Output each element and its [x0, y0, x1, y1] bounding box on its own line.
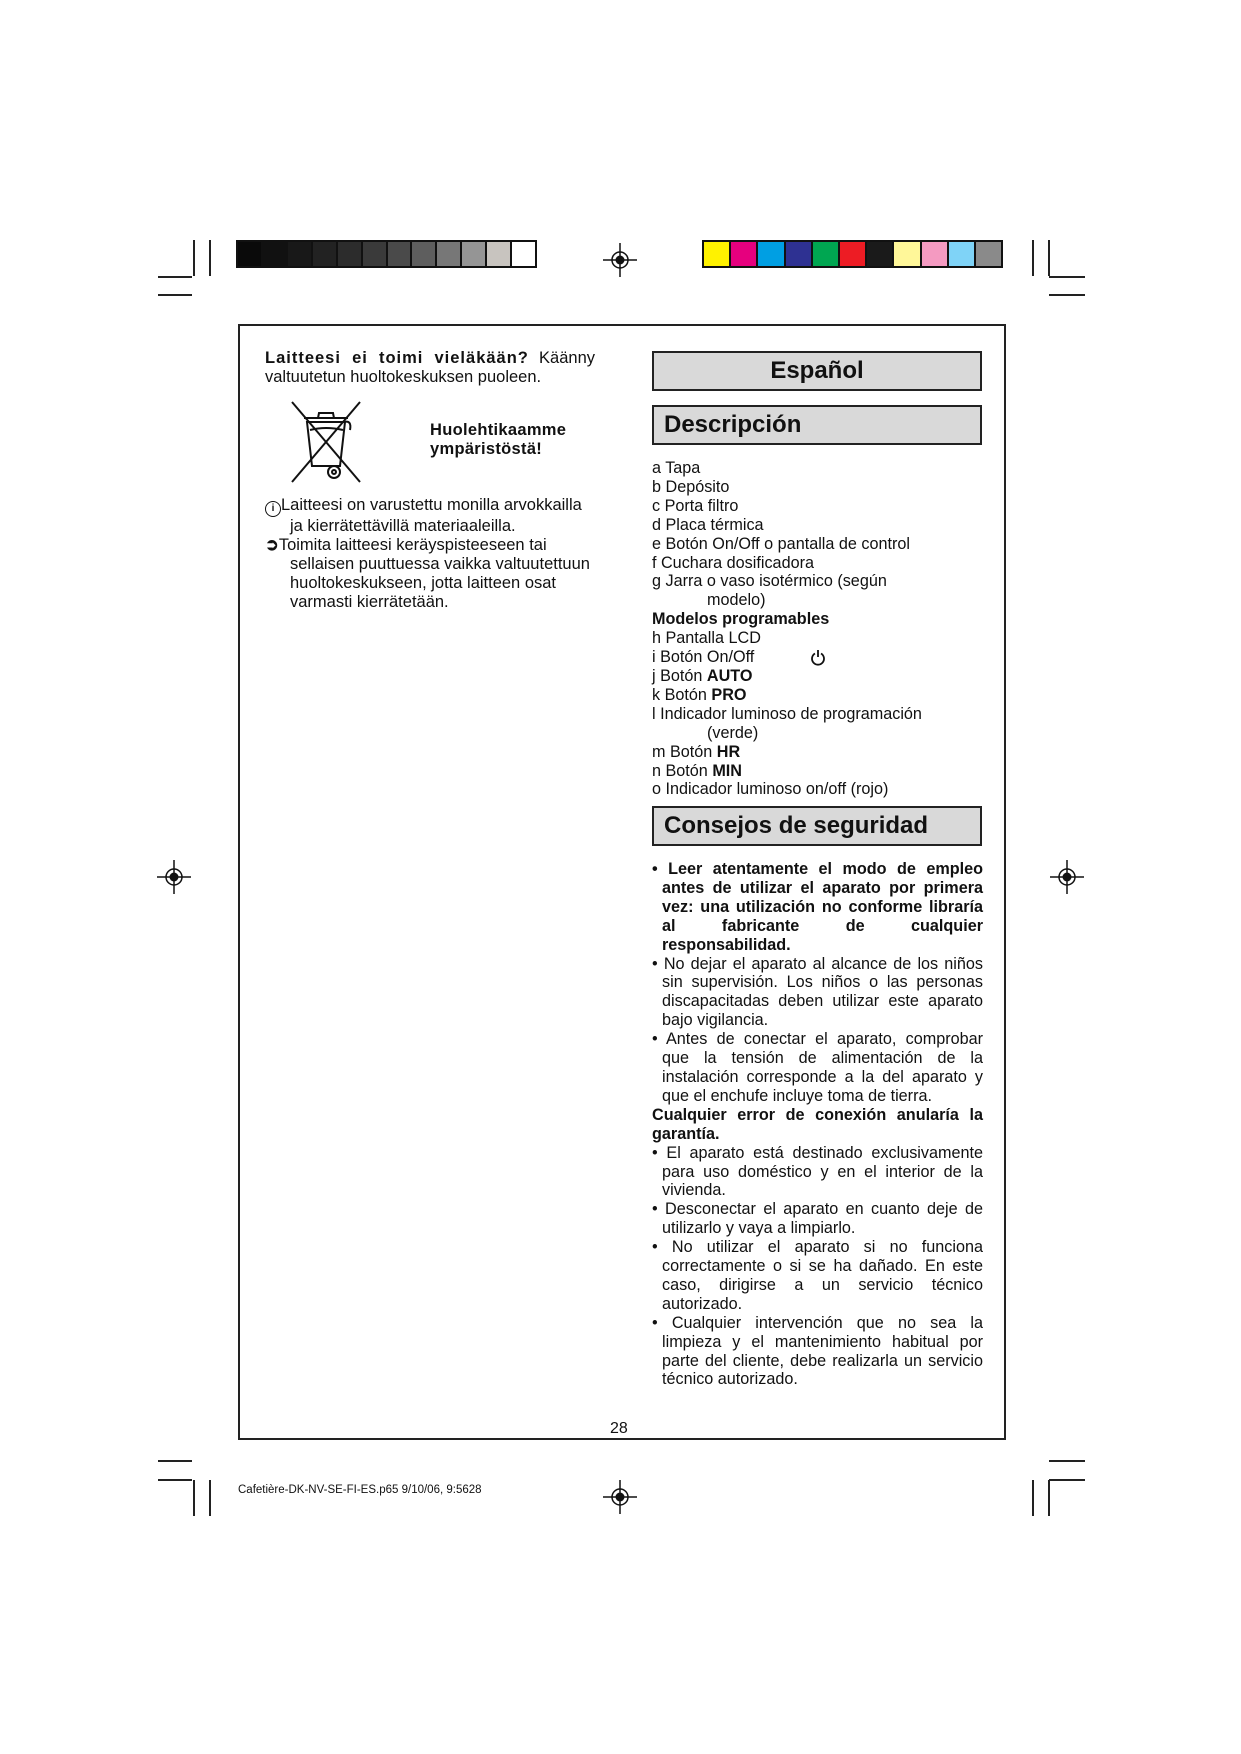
calibration-swatch [867, 242, 894, 266]
button-name: PRO [711, 685, 747, 704]
parts-item [652, 743, 987, 762]
registration-mark-icon [157, 860, 191, 894]
button-name: AUTO [706, 666, 753, 685]
safety-item: • Cualquier intervención que no sea la limpieza y el mantenimiento habitual por parte del cliente, debe realizarla un servicio técnico autorizado. [652, 1313, 983, 1389]
finnish-intro-bold: Laitteesi ei toimi vieläkään? [265, 349, 529, 367]
calibration-swatch [363, 242, 388, 266]
calibration-swatch [238, 242, 263, 266]
calibration-swatch [462, 242, 487, 266]
registration-mark-icon [603, 243, 637, 277]
crop-mark [158, 276, 192, 278]
calibration-swatch [758, 242, 785, 266]
finnish-intro-text: Käänny valtuutetun huoltokeskuksen puoleen. [265, 349, 595, 386]
parts-item: (verde) [707, 723, 759, 742]
finnish-recycling-info [265, 496, 605, 612]
calibration-swatch [487, 242, 512, 266]
action-text: huoltokeskukseen, jotta laitteen osat [290, 574, 557, 592]
parts-item: a Tapa [652, 459, 701, 477]
crop-mark [158, 1479, 192, 1481]
parts-item [652, 667, 987, 686]
crossed-out-bin-icon [288, 400, 364, 484]
action-text: varmasti kierrätetään. [290, 593, 449, 611]
parts-item: e Botón On/Off o pantalla de control [652, 534, 910, 553]
calibration-swatch [388, 242, 413, 266]
info-text: Laitteesi on varustettu monilla arvokkailla [281, 496, 582, 514]
calibration-swatch [437, 242, 462, 266]
button-name: HR [716, 742, 741, 761]
parts-item: modelo) [707, 591, 766, 610]
parts-item: o Indicador luminoso on/off (rojo) [652, 780, 889, 799]
action-text: sellaisen puuttuessa vaikka valtuutettuun [290, 555, 590, 573]
action-text: Toimita laitteesi keräyspisteeseen tai [278, 536, 547, 554]
safety-list [652, 860, 983, 1389]
crop-mark [1049, 1460, 1085, 1462]
crop-mark [1048, 240, 1050, 276]
footer-file-info: Cafetière-DK-NV-SE-FI-ES.p65 9/10/06, 9:5628 [238, 1484, 482, 1496]
description-heading: Descripción [652, 405, 982, 445]
crop-mark [193, 240, 195, 276]
parts-item: l Indicador luminoso de programación [652, 704, 922, 723]
parts-item: c Porta filtro [652, 496, 739, 515]
registration-mark-icon [603, 1480, 637, 1514]
parts-list [652, 459, 987, 799]
calibration-swatch [840, 242, 867, 266]
crop-mark [209, 1480, 211, 1516]
grayscale-calibration-bar [236, 240, 537, 268]
parts-item: f Cuchara dosificadora [652, 553, 814, 572]
arrow-right-icon: ➲ [265, 536, 279, 554]
parts-item: d Placa térmica [652, 515, 764, 534]
crop-mark [1032, 1480, 1034, 1516]
crop-mark [1049, 1479, 1085, 1481]
crop-mark [1048, 1480, 1050, 1516]
parts-item-label: j Botón [652, 666, 707, 685]
language-heading: Español [652, 351, 982, 391]
calibration-swatch [263, 242, 288, 266]
safety-item: • Desconectar el aparato en cuanto deje de utilizarlo y vaya a limpiarlo. [652, 1200, 983, 1238]
calibration-swatch [949, 242, 976, 266]
calibration-swatch [813, 242, 840, 266]
safety-item: • El aparato está destinado exclusivamente para uso doméstico y en el interior de la vivienda. [652, 1143, 983, 1200]
parts-item [652, 762, 987, 781]
crop-mark [1032, 240, 1034, 276]
safety-item: • No dejar el aparato al alcance de los niños sin supervisión. Los niños o las personas discapacitadas deben utilizar este aparato bajo vigilancia. [652, 954, 983, 1030]
safety-item: • No utilizar el aparato si no funciona correctamente o si se ha dañado. En este caso, dirigirse a un servicio técnico autorizado. [652, 1238, 983, 1313]
calibration-swatch [412, 242, 437, 266]
crop-mark [193, 1480, 195, 1516]
programmable-heading: Modelos programables [652, 610, 830, 629]
calibration-swatch [704, 242, 731, 266]
info-circle-icon: i [265, 501, 281, 517]
crop-mark [1049, 276, 1085, 278]
crop-mark [158, 294, 192, 296]
crop-mark [158, 1460, 192, 1462]
page-number: 28 [610, 1420, 628, 1437]
environment-heading-line: Huolehtikaamme [430, 421, 567, 439]
parts-item: b Depósito [652, 477, 730, 496]
registration-mark-icon [1050, 860, 1084, 894]
color-calibration-bar [702, 240, 1003, 268]
calibration-swatch [512, 242, 535, 266]
safety-item: • Antes de conectar el aparato, comprobar que la tensión de alimentación de la instalación corresponde a la del aparato y que el enchufe incluye toma de tierra. [652, 1030, 983, 1105]
parts-item [652, 686, 987, 705]
environment-heading-line: ympäristöstä! [430, 440, 543, 458]
power-icon [810, 649, 826, 666]
warranty-note: Cualquier error de conexión anularía la garantía. [652, 1105, 983, 1143]
calibration-swatch [786, 242, 813, 266]
environment-heading [430, 421, 566, 459]
parts-item [652, 648, 987, 667]
info-text: ja kierrätettävillä materiaaleilla. [290, 517, 516, 535]
button-name: MIN [712, 761, 742, 780]
safety-heading: Consejos de seguridad [652, 806, 982, 846]
calibration-swatch [894, 242, 921, 266]
calibration-swatch [288, 242, 313, 266]
crop-mark [209, 240, 211, 276]
parts-item: g Jarra o vaso isotérmico (según [652, 572, 887, 591]
parts-item-label: n Botón [652, 761, 713, 780]
calibration-swatch [338, 242, 363, 266]
calibration-swatch [313, 242, 338, 266]
calibration-swatch [976, 242, 1001, 266]
crop-mark [1049, 294, 1085, 296]
finnish-intro [265, 349, 595, 387]
calibration-swatch [922, 242, 949, 266]
parts-item: h Pantalla LCD [652, 629, 761, 648]
parts-item-label: m Botón [652, 742, 717, 761]
parts-item-label: k Botón [652, 685, 712, 704]
safety-item: • Leer atentamente el modo de empleo antes de utilizar el aparato por primera vez: una utilización no conforme libraría al fabricante de cualquier responsabilidad. [652, 860, 983, 954]
parts-item-label: i Botón On/Off [652, 648, 755, 667]
calibration-swatch [731, 242, 758, 266]
